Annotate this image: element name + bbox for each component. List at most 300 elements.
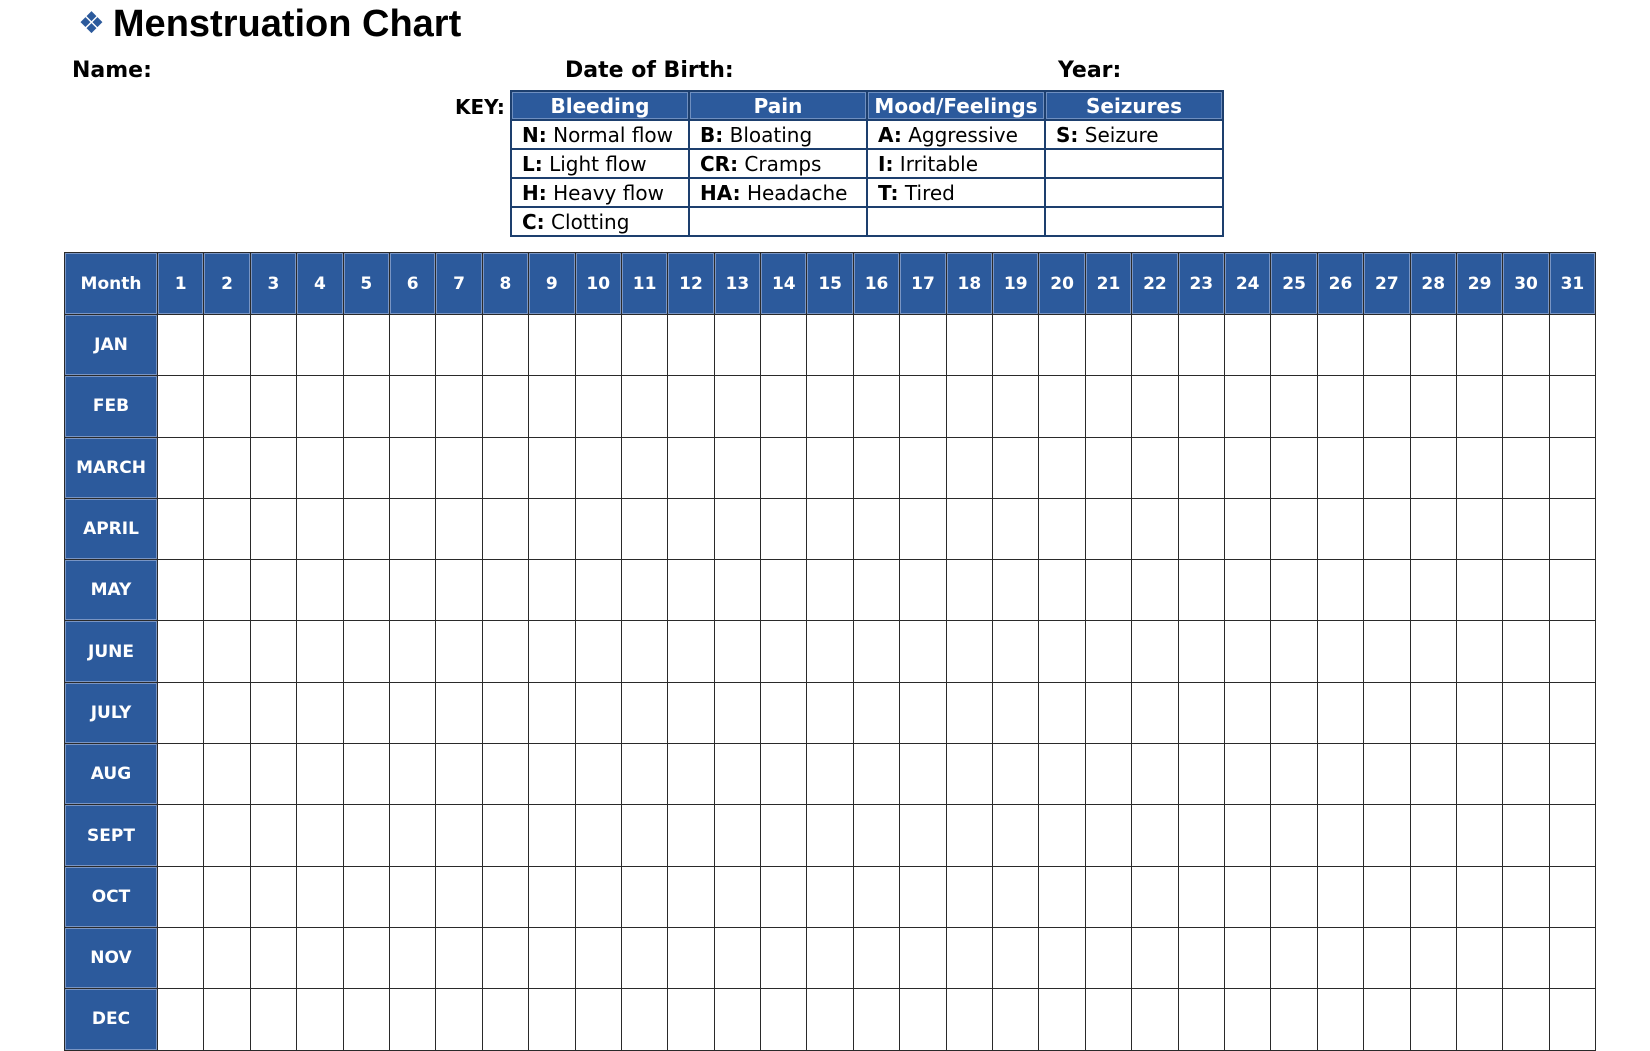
day-cell[interactable] bbox=[1178, 315, 1224, 376]
day-cell[interactable] bbox=[389, 498, 435, 559]
day-cell[interactable] bbox=[389, 927, 435, 988]
day-cell[interactable] bbox=[389, 376, 435, 437]
day-cell[interactable] bbox=[158, 866, 204, 927]
day-cell[interactable] bbox=[250, 437, 296, 498]
day-cell[interactable] bbox=[1178, 621, 1224, 682]
day-cell[interactable] bbox=[1178, 437, 1224, 498]
day-cell[interactable] bbox=[1456, 927, 1502, 988]
day-cell[interactable] bbox=[807, 437, 853, 498]
day-cell[interactable] bbox=[621, 498, 667, 559]
day-cell[interactable] bbox=[1503, 805, 1549, 866]
day-cell[interactable] bbox=[575, 560, 621, 621]
day-cell[interactable] bbox=[250, 621, 296, 682]
day-cell[interactable] bbox=[900, 560, 946, 621]
day-cell[interactable] bbox=[1503, 560, 1549, 621]
day-cell[interactable] bbox=[853, 376, 899, 437]
day-cell[interactable] bbox=[1178, 682, 1224, 743]
day-cell[interactable] bbox=[1456, 315, 1502, 376]
day-cell[interactable] bbox=[900, 437, 946, 498]
day-cell[interactable] bbox=[761, 376, 807, 437]
day-cell[interactable] bbox=[761, 437, 807, 498]
day-cell[interactable] bbox=[1410, 437, 1456, 498]
day-cell[interactable] bbox=[204, 437, 250, 498]
day-cell[interactable] bbox=[714, 989, 760, 1050]
day-cell[interactable] bbox=[900, 498, 946, 559]
day-cell[interactable] bbox=[1317, 682, 1363, 743]
day-cell[interactable] bbox=[946, 621, 992, 682]
day-cell[interactable] bbox=[389, 744, 435, 805]
day-cell[interactable] bbox=[714, 560, 760, 621]
day-cell[interactable] bbox=[1271, 560, 1317, 621]
day-cell[interactable] bbox=[482, 315, 528, 376]
day-cell[interactable] bbox=[1410, 927, 1456, 988]
day-cell[interactable] bbox=[993, 866, 1039, 927]
day-cell[interactable] bbox=[1364, 498, 1410, 559]
day-cell[interactable] bbox=[761, 805, 807, 866]
day-cell[interactable] bbox=[482, 682, 528, 743]
day-cell[interactable] bbox=[1549, 989, 1595, 1050]
day-cell[interactable] bbox=[1503, 989, 1549, 1050]
day-cell[interactable] bbox=[250, 805, 296, 866]
day-cell[interactable] bbox=[529, 866, 575, 927]
day-cell[interactable] bbox=[482, 989, 528, 1050]
day-cell[interactable] bbox=[807, 315, 853, 376]
day-cell[interactable] bbox=[1317, 437, 1363, 498]
day-cell[interactable] bbox=[575, 376, 621, 437]
day-cell[interactable] bbox=[807, 682, 853, 743]
day-cell[interactable] bbox=[482, 437, 528, 498]
day-cell[interactable] bbox=[1132, 927, 1178, 988]
day-cell[interactable] bbox=[436, 560, 482, 621]
day-cell[interactable] bbox=[1503, 498, 1549, 559]
day-cell[interactable] bbox=[250, 927, 296, 988]
day-cell[interactable] bbox=[1410, 744, 1456, 805]
day-cell[interactable] bbox=[900, 621, 946, 682]
day-cell[interactable] bbox=[621, 315, 667, 376]
day-cell[interactable] bbox=[204, 805, 250, 866]
day-cell[interactable] bbox=[1549, 927, 1595, 988]
day-cell[interactable] bbox=[1039, 376, 1085, 437]
day-cell[interactable] bbox=[1085, 498, 1131, 559]
day-cell[interactable] bbox=[946, 560, 992, 621]
day-cell[interactable] bbox=[853, 437, 899, 498]
day-cell[interactable] bbox=[343, 805, 389, 866]
day-cell[interactable] bbox=[250, 682, 296, 743]
day-cell[interactable] bbox=[1224, 989, 1270, 1050]
day-cell[interactable] bbox=[946, 866, 992, 927]
day-cell[interactable] bbox=[575, 315, 621, 376]
day-cell[interactable] bbox=[1224, 927, 1270, 988]
day-cell[interactable] bbox=[529, 682, 575, 743]
day-cell[interactable] bbox=[389, 315, 435, 376]
day-cell[interactable] bbox=[807, 927, 853, 988]
day-cell[interactable] bbox=[204, 560, 250, 621]
day-cell[interactable] bbox=[482, 376, 528, 437]
day-cell[interactable] bbox=[575, 621, 621, 682]
day-cell[interactable] bbox=[853, 866, 899, 927]
day-cell[interactable] bbox=[761, 989, 807, 1050]
day-cell[interactable] bbox=[1085, 989, 1131, 1050]
day-cell[interactable] bbox=[993, 315, 1039, 376]
day-cell[interactable] bbox=[1549, 315, 1595, 376]
day-cell[interactable] bbox=[250, 989, 296, 1050]
day-cell[interactable] bbox=[900, 682, 946, 743]
day-cell[interactable] bbox=[529, 621, 575, 682]
day-cell[interactable] bbox=[389, 437, 435, 498]
day-cell[interactable] bbox=[1085, 621, 1131, 682]
day-cell[interactable] bbox=[1410, 498, 1456, 559]
day-cell[interactable] bbox=[343, 989, 389, 1050]
day-cell[interactable] bbox=[1271, 437, 1317, 498]
day-cell[interactable] bbox=[1271, 498, 1317, 559]
day-cell[interactable] bbox=[529, 560, 575, 621]
day-cell[interactable] bbox=[436, 498, 482, 559]
day-cell[interactable] bbox=[853, 682, 899, 743]
day-cell[interactable] bbox=[250, 560, 296, 621]
day-cell[interactable] bbox=[946, 437, 992, 498]
day-cell[interactable] bbox=[1549, 866, 1595, 927]
day-cell[interactable] bbox=[1039, 437, 1085, 498]
day-cell[interactable] bbox=[807, 498, 853, 559]
day-cell[interactable] bbox=[1410, 866, 1456, 927]
day-cell[interactable] bbox=[1085, 560, 1131, 621]
day-cell[interactable] bbox=[297, 376, 343, 437]
day-cell[interactable] bbox=[343, 315, 389, 376]
day-cell[interactable] bbox=[250, 744, 296, 805]
day-cell[interactable] bbox=[1132, 315, 1178, 376]
day-cell[interactable] bbox=[204, 927, 250, 988]
day-cell[interactable] bbox=[946, 376, 992, 437]
day-cell[interactable] bbox=[714, 376, 760, 437]
day-cell[interactable] bbox=[1224, 805, 1270, 866]
day-cell[interactable] bbox=[158, 376, 204, 437]
day-cell[interactable] bbox=[1132, 866, 1178, 927]
day-cell[interactable] bbox=[482, 498, 528, 559]
day-cell[interactable] bbox=[1271, 927, 1317, 988]
day-cell[interactable] bbox=[1317, 744, 1363, 805]
day-cell[interactable] bbox=[668, 682, 714, 743]
day-cell[interactable] bbox=[297, 560, 343, 621]
day-cell[interactable] bbox=[158, 560, 204, 621]
day-cell[interactable] bbox=[1364, 744, 1410, 805]
day-cell[interactable] bbox=[436, 744, 482, 805]
day-cell[interactable] bbox=[575, 682, 621, 743]
day-cell[interactable] bbox=[1456, 866, 1502, 927]
day-cell[interactable] bbox=[1224, 376, 1270, 437]
day-cell[interactable] bbox=[389, 682, 435, 743]
day-cell[interactable] bbox=[529, 805, 575, 866]
day-cell[interactable] bbox=[204, 866, 250, 927]
day-cell[interactable] bbox=[946, 682, 992, 743]
day-cell[interactable] bbox=[1364, 989, 1410, 1050]
day-cell[interactable] bbox=[482, 744, 528, 805]
day-cell[interactable] bbox=[297, 498, 343, 559]
day-cell[interactable] bbox=[1364, 560, 1410, 621]
day-cell[interactable] bbox=[1271, 744, 1317, 805]
day-cell[interactable] bbox=[1317, 376, 1363, 437]
day-cell[interactable] bbox=[993, 437, 1039, 498]
day-cell[interactable] bbox=[297, 437, 343, 498]
day-cell[interactable] bbox=[1456, 989, 1502, 1050]
day-cell[interactable] bbox=[621, 682, 667, 743]
day-cell[interactable] bbox=[482, 621, 528, 682]
day-cell[interactable] bbox=[1410, 560, 1456, 621]
day-cell[interactable] bbox=[1410, 989, 1456, 1050]
day-cell[interactable] bbox=[1132, 560, 1178, 621]
day-cell[interactable] bbox=[668, 989, 714, 1050]
day-cell[interactable] bbox=[482, 805, 528, 866]
day-cell[interactable] bbox=[158, 315, 204, 376]
day-cell[interactable] bbox=[1410, 805, 1456, 866]
day-cell[interactable] bbox=[1317, 866, 1363, 927]
day-cell[interactable] bbox=[668, 805, 714, 866]
day-cell[interactable] bbox=[529, 376, 575, 437]
day-cell[interactable] bbox=[250, 315, 296, 376]
day-cell[interactable] bbox=[158, 744, 204, 805]
day-cell[interactable] bbox=[900, 376, 946, 437]
day-cell[interactable] bbox=[204, 376, 250, 437]
day-cell[interactable] bbox=[1271, 866, 1317, 927]
day-cell[interactable] bbox=[946, 805, 992, 866]
day-cell[interactable] bbox=[993, 927, 1039, 988]
day-cell[interactable] bbox=[1178, 866, 1224, 927]
day-cell[interactable] bbox=[714, 927, 760, 988]
day-cell[interactable] bbox=[1317, 989, 1363, 1050]
day-cell[interactable] bbox=[761, 315, 807, 376]
day-cell[interactable] bbox=[993, 805, 1039, 866]
day-cell[interactable] bbox=[297, 989, 343, 1050]
day-cell[interactable] bbox=[1503, 744, 1549, 805]
day-cell[interactable] bbox=[1271, 376, 1317, 437]
day-cell[interactable] bbox=[807, 866, 853, 927]
day-cell[interactable] bbox=[1085, 315, 1131, 376]
day-cell[interactable] bbox=[1039, 744, 1085, 805]
day-cell[interactable] bbox=[1549, 744, 1595, 805]
day-cell[interactable] bbox=[297, 744, 343, 805]
day-cell[interactable] bbox=[343, 437, 389, 498]
day-cell[interactable] bbox=[297, 621, 343, 682]
day-cell[interactable] bbox=[158, 682, 204, 743]
day-cell[interactable] bbox=[1364, 376, 1410, 437]
day-cell[interactable] bbox=[436, 315, 482, 376]
day-cell[interactable] bbox=[250, 866, 296, 927]
day-cell[interactable] bbox=[482, 560, 528, 621]
day-cell[interactable] bbox=[1549, 805, 1595, 866]
day-cell[interactable] bbox=[993, 560, 1039, 621]
day-cell[interactable] bbox=[761, 621, 807, 682]
day-cell[interactable] bbox=[761, 866, 807, 927]
day-cell[interactable] bbox=[1039, 805, 1085, 866]
day-cell[interactable] bbox=[297, 927, 343, 988]
day-cell[interactable] bbox=[993, 498, 1039, 559]
day-cell[interactable] bbox=[1410, 621, 1456, 682]
day-cell[interactable] bbox=[529, 744, 575, 805]
day-cell[interactable] bbox=[946, 927, 992, 988]
day-cell[interactable] bbox=[1178, 927, 1224, 988]
day-cell[interactable] bbox=[389, 560, 435, 621]
day-cell[interactable] bbox=[946, 498, 992, 559]
day-cell[interactable] bbox=[250, 376, 296, 437]
day-cell[interactable] bbox=[1456, 498, 1502, 559]
day-cell[interactable] bbox=[158, 927, 204, 988]
day-cell[interactable] bbox=[1085, 744, 1131, 805]
day-cell[interactable] bbox=[343, 498, 389, 559]
day-cell[interactable] bbox=[807, 805, 853, 866]
day-cell[interactable] bbox=[807, 989, 853, 1050]
day-cell[interactable] bbox=[1224, 560, 1270, 621]
day-cell[interactable] bbox=[714, 437, 760, 498]
day-cell[interactable] bbox=[1503, 315, 1549, 376]
day-cell[interactable] bbox=[993, 621, 1039, 682]
day-cell[interactable] bbox=[1178, 805, 1224, 866]
day-cell[interactable] bbox=[1085, 376, 1131, 437]
day-cell[interactable] bbox=[1364, 805, 1410, 866]
day-cell[interactable] bbox=[714, 805, 760, 866]
day-cell[interactable] bbox=[297, 682, 343, 743]
day-cell[interactable] bbox=[621, 744, 667, 805]
day-cell[interactable] bbox=[1503, 437, 1549, 498]
day-cell[interactable] bbox=[1549, 376, 1595, 437]
day-cell[interactable] bbox=[1039, 682, 1085, 743]
day-cell[interactable] bbox=[1456, 744, 1502, 805]
day-cell[interactable] bbox=[1271, 315, 1317, 376]
day-cell[interactable] bbox=[668, 498, 714, 559]
day-cell[interactable] bbox=[621, 805, 667, 866]
day-cell[interactable] bbox=[436, 437, 482, 498]
day-cell[interactable] bbox=[529, 927, 575, 988]
day-cell[interactable] bbox=[1178, 989, 1224, 1050]
day-cell[interactable] bbox=[343, 621, 389, 682]
day-cell[interactable] bbox=[853, 560, 899, 621]
day-cell[interactable] bbox=[1271, 621, 1317, 682]
day-cell[interactable] bbox=[900, 927, 946, 988]
day-cell[interactable] bbox=[389, 621, 435, 682]
day-cell[interactable] bbox=[993, 376, 1039, 437]
day-cell[interactable] bbox=[761, 927, 807, 988]
day-cell[interactable] bbox=[575, 805, 621, 866]
day-cell[interactable] bbox=[436, 376, 482, 437]
day-cell[interactable] bbox=[529, 315, 575, 376]
day-cell[interactable] bbox=[1224, 437, 1270, 498]
day-cell[interactable] bbox=[668, 866, 714, 927]
day-cell[interactable] bbox=[1085, 866, 1131, 927]
day-cell[interactable] bbox=[1503, 927, 1549, 988]
day-cell[interactable] bbox=[714, 744, 760, 805]
day-cell[interactable] bbox=[714, 682, 760, 743]
day-cell[interactable] bbox=[1317, 498, 1363, 559]
day-cell[interactable] bbox=[1132, 498, 1178, 559]
day-cell[interactable] bbox=[1364, 866, 1410, 927]
day-cell[interactable] bbox=[1132, 989, 1178, 1050]
day-cell[interactable] bbox=[1132, 621, 1178, 682]
day-cell[interactable] bbox=[668, 560, 714, 621]
day-cell[interactable] bbox=[1039, 315, 1085, 376]
day-cell[interactable] bbox=[807, 560, 853, 621]
day-cell[interactable] bbox=[1039, 498, 1085, 559]
day-cell[interactable] bbox=[1364, 927, 1410, 988]
day-cell[interactable] bbox=[204, 621, 250, 682]
day-cell[interactable] bbox=[575, 989, 621, 1050]
day-cell[interactable] bbox=[853, 805, 899, 866]
day-cell[interactable] bbox=[1456, 805, 1502, 866]
day-cell[interactable] bbox=[575, 927, 621, 988]
day-cell[interactable] bbox=[621, 376, 667, 437]
day-cell[interactable] bbox=[1549, 437, 1595, 498]
day-cell[interactable] bbox=[529, 437, 575, 498]
day-cell[interactable] bbox=[1364, 682, 1410, 743]
day-cell[interactable] bbox=[575, 744, 621, 805]
day-cell[interactable] bbox=[946, 744, 992, 805]
day-cell[interactable] bbox=[575, 498, 621, 559]
day-cell[interactable] bbox=[1132, 437, 1178, 498]
day-cell[interactable] bbox=[1410, 376, 1456, 437]
day-cell[interactable] bbox=[1224, 621, 1270, 682]
day-cell[interactable] bbox=[1410, 315, 1456, 376]
day-cell[interactable] bbox=[621, 866, 667, 927]
day-cell[interactable] bbox=[297, 866, 343, 927]
day-cell[interactable] bbox=[1224, 744, 1270, 805]
day-cell[interactable] bbox=[343, 927, 389, 988]
day-cell[interactable] bbox=[1271, 682, 1317, 743]
day-cell[interactable] bbox=[1503, 621, 1549, 682]
day-cell[interactable] bbox=[853, 927, 899, 988]
day-cell[interactable] bbox=[1317, 560, 1363, 621]
day-cell[interactable] bbox=[1224, 866, 1270, 927]
day-cell[interactable] bbox=[1224, 682, 1270, 743]
day-cell[interactable] bbox=[436, 866, 482, 927]
day-cell[interactable] bbox=[529, 498, 575, 559]
day-cell[interactable] bbox=[621, 437, 667, 498]
day-cell[interactable] bbox=[204, 744, 250, 805]
day-cell[interactable] bbox=[1456, 376, 1502, 437]
day-cell[interactable] bbox=[1271, 989, 1317, 1050]
day-cell[interactable] bbox=[668, 744, 714, 805]
day-cell[interactable] bbox=[158, 498, 204, 559]
day-cell[interactable] bbox=[761, 560, 807, 621]
day-cell[interactable] bbox=[1178, 744, 1224, 805]
day-cell[interactable] bbox=[993, 989, 1039, 1050]
day-cell[interactable] bbox=[1039, 621, 1085, 682]
day-cell[interactable] bbox=[1456, 621, 1502, 682]
day-cell[interactable] bbox=[204, 315, 250, 376]
day-cell[interactable] bbox=[853, 498, 899, 559]
day-cell[interactable] bbox=[1039, 866, 1085, 927]
day-cell[interactable] bbox=[1317, 927, 1363, 988]
day-cell[interactable] bbox=[482, 866, 528, 927]
day-cell[interactable] bbox=[1271, 805, 1317, 866]
day-cell[interactable] bbox=[389, 989, 435, 1050]
day-cell[interactable] bbox=[1178, 560, 1224, 621]
day-cell[interactable] bbox=[297, 805, 343, 866]
day-cell[interactable] bbox=[1178, 498, 1224, 559]
day-cell[interactable] bbox=[343, 682, 389, 743]
day-cell[interactable] bbox=[343, 560, 389, 621]
day-cell[interactable] bbox=[575, 437, 621, 498]
day-cell[interactable] bbox=[1317, 621, 1363, 682]
day-cell[interactable] bbox=[714, 498, 760, 559]
day-cell[interactable] bbox=[807, 621, 853, 682]
day-cell[interactable] bbox=[297, 315, 343, 376]
day-cell[interactable] bbox=[1178, 376, 1224, 437]
day-cell[interactable] bbox=[158, 989, 204, 1050]
day-cell[interactable] bbox=[1364, 315, 1410, 376]
day-cell[interactable] bbox=[204, 498, 250, 559]
day-cell[interactable] bbox=[1132, 376, 1178, 437]
day-cell[interactable] bbox=[1085, 927, 1131, 988]
day-cell[interactable] bbox=[621, 989, 667, 1050]
day-cell[interactable] bbox=[1503, 682, 1549, 743]
day-cell[interactable] bbox=[761, 682, 807, 743]
